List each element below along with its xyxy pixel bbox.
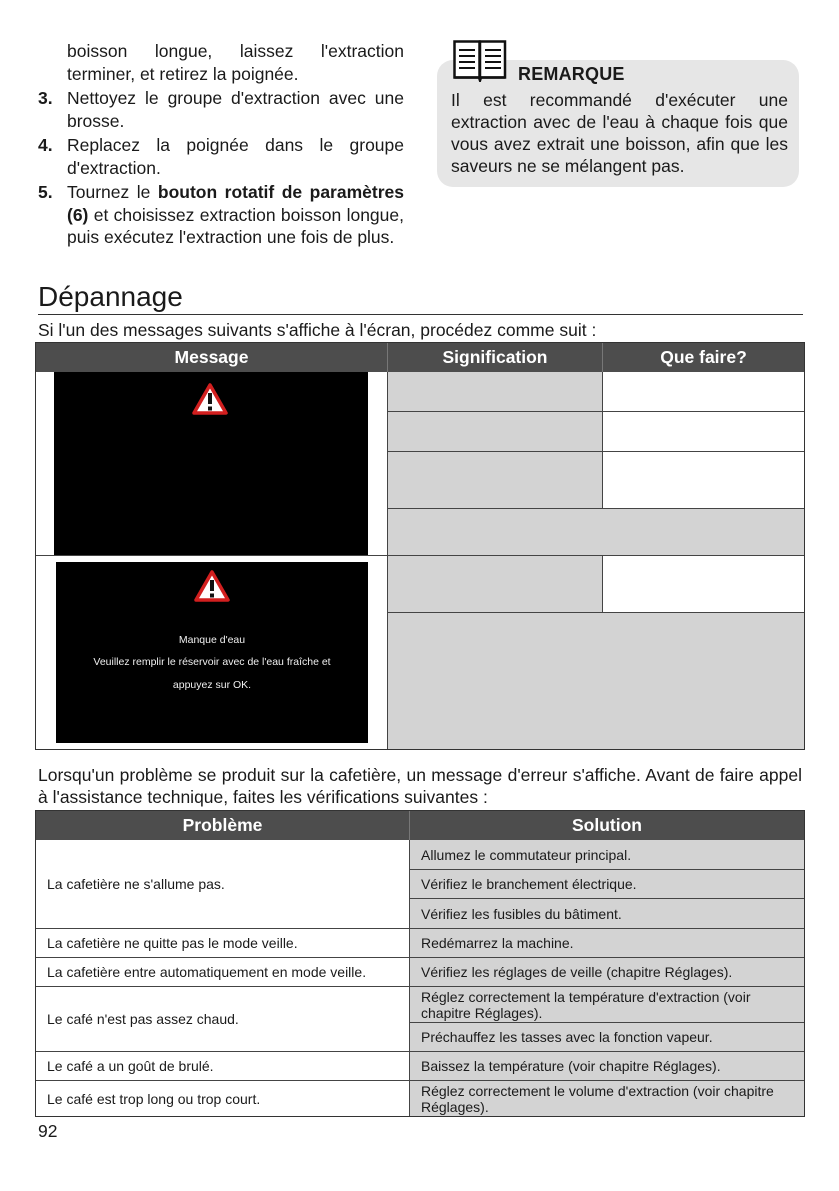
problems-table [35,810,805,1117]
screen-text-line-3: appuyez sur OK. [172,679,252,691]
header-signification: Signification [388,343,603,372]
heading-rule [38,314,803,315]
screen-text-line-1: Manque d'eau [178,634,246,646]
message-cell-2 [36,556,388,749]
solution-cell: Allumez le commutateur principal. [410,840,804,870]
solution-cell: Vérifiez le branchement électrique. [410,870,804,899]
signification-cell-1b [388,412,603,452]
step-3: 3. Nettoyez le groupe d'extraction avec une brosse. [38,88,404,131]
step-5: 5. Tournez le bouton rotatif de paramètres (6) et choisissez extraction boisson longue, puis exécutez l'extraction une fois de plus. [38,182,404,247]
solution-cell: Vérifiez les réglages de veille (chapitre Réglages). [410,958,804,987]
solution-cell: Réglez correctement la température d'extraction (voir chapitre Réglages). [410,987,804,1023]
problem-row-6: Le café est trop long ou trop court. [36,1081,410,1116]
signification-cell-1c [388,452,603,509]
step-continuation-line-1: boisson longue, laissez l'extraction [67,41,404,61]
warning-icon [192,383,228,415]
section-title: Dépannage [38,281,183,312]
header-solution: Solution [410,811,804,840]
section-intro: Si l'un des messages suivants s'affiche à l'écran, procédez comme suit : [38,320,597,340]
steps-column [38,40,404,249]
solution-cell: Baissez la température (voir chapitre Réglages). [410,1052,804,1081]
problem-row-5: Le café a un goût de brulé. [36,1052,410,1081]
action-cell-1b [603,412,804,452]
troubleshooting-paragraph: Lorsqu'un problème se produit sur la cafetière, un message d'erreur s'affiche. Avant de faire appel à l'assistance technique, faites les vérifications suivantes : [38,765,802,807]
warning-icon [194,570,230,602]
problem-row-2: La cafetière ne quitte pas le mode veille. [36,929,410,958]
solution-cell: Réglez correctement le volume d'extraction (voir chapitre Réglages). [410,1081,804,1116]
messages-table [35,342,805,750]
signification-cell-1a [388,372,603,412]
note-cell-1 [388,509,804,556]
screen-text-line-2: Veuillez remplir le réservoir avec de l'eau fraîche et [93,656,331,668]
page-number: 92 [38,1121,58,1141]
solution-cell: Redémarrez la machine. [410,929,804,958]
book-icon [453,40,507,82]
remark-text: Il est recommandé d'exécuter une extraction avec de l'eau à chaque fois que vous avez extrait une boisson, afin que les saveurs ne se mélangent pas. [451,90,788,176]
note-cell-2 [388,613,804,749]
action-cell-1a [603,372,804,412]
signification-cell-2 [388,556,603,613]
action-cell-2 [603,556,804,613]
problem-row-4: Le café n'est pas assez chaud. [36,987,410,1052]
header-que-faire: Que faire? [603,343,804,372]
screen-image-1 [54,372,368,555]
solution-cell: Vérifiez les fusibles du bâtiment. [410,899,804,929]
message-cell-1 [36,372,388,556]
header-message: Message [36,343,388,372]
step-4: 4. Replacez la poignée dans le groupe d'extraction. [38,135,404,178]
problem-row-1: La cafetière ne s'allume pas. [36,840,410,929]
step-continuation-line-2: terminer, et retirez la poignée. [67,63,299,84]
problem-row-3: La cafetière entre automatiquement en mode veille. [36,958,410,987]
screen-image-2 [56,562,368,743]
step-continuation [38,40,404,85]
header-probleme: Problème [36,811,410,840]
settings-knob-reference: bouton rotatif de paramètres (6) [67,182,404,225]
remark-title: REMARQUE [518,64,625,84]
solution-cell: Préchauffez les tasses avec la fonction vapeur. [410,1023,804,1052]
action-cell-1c [603,452,804,509]
